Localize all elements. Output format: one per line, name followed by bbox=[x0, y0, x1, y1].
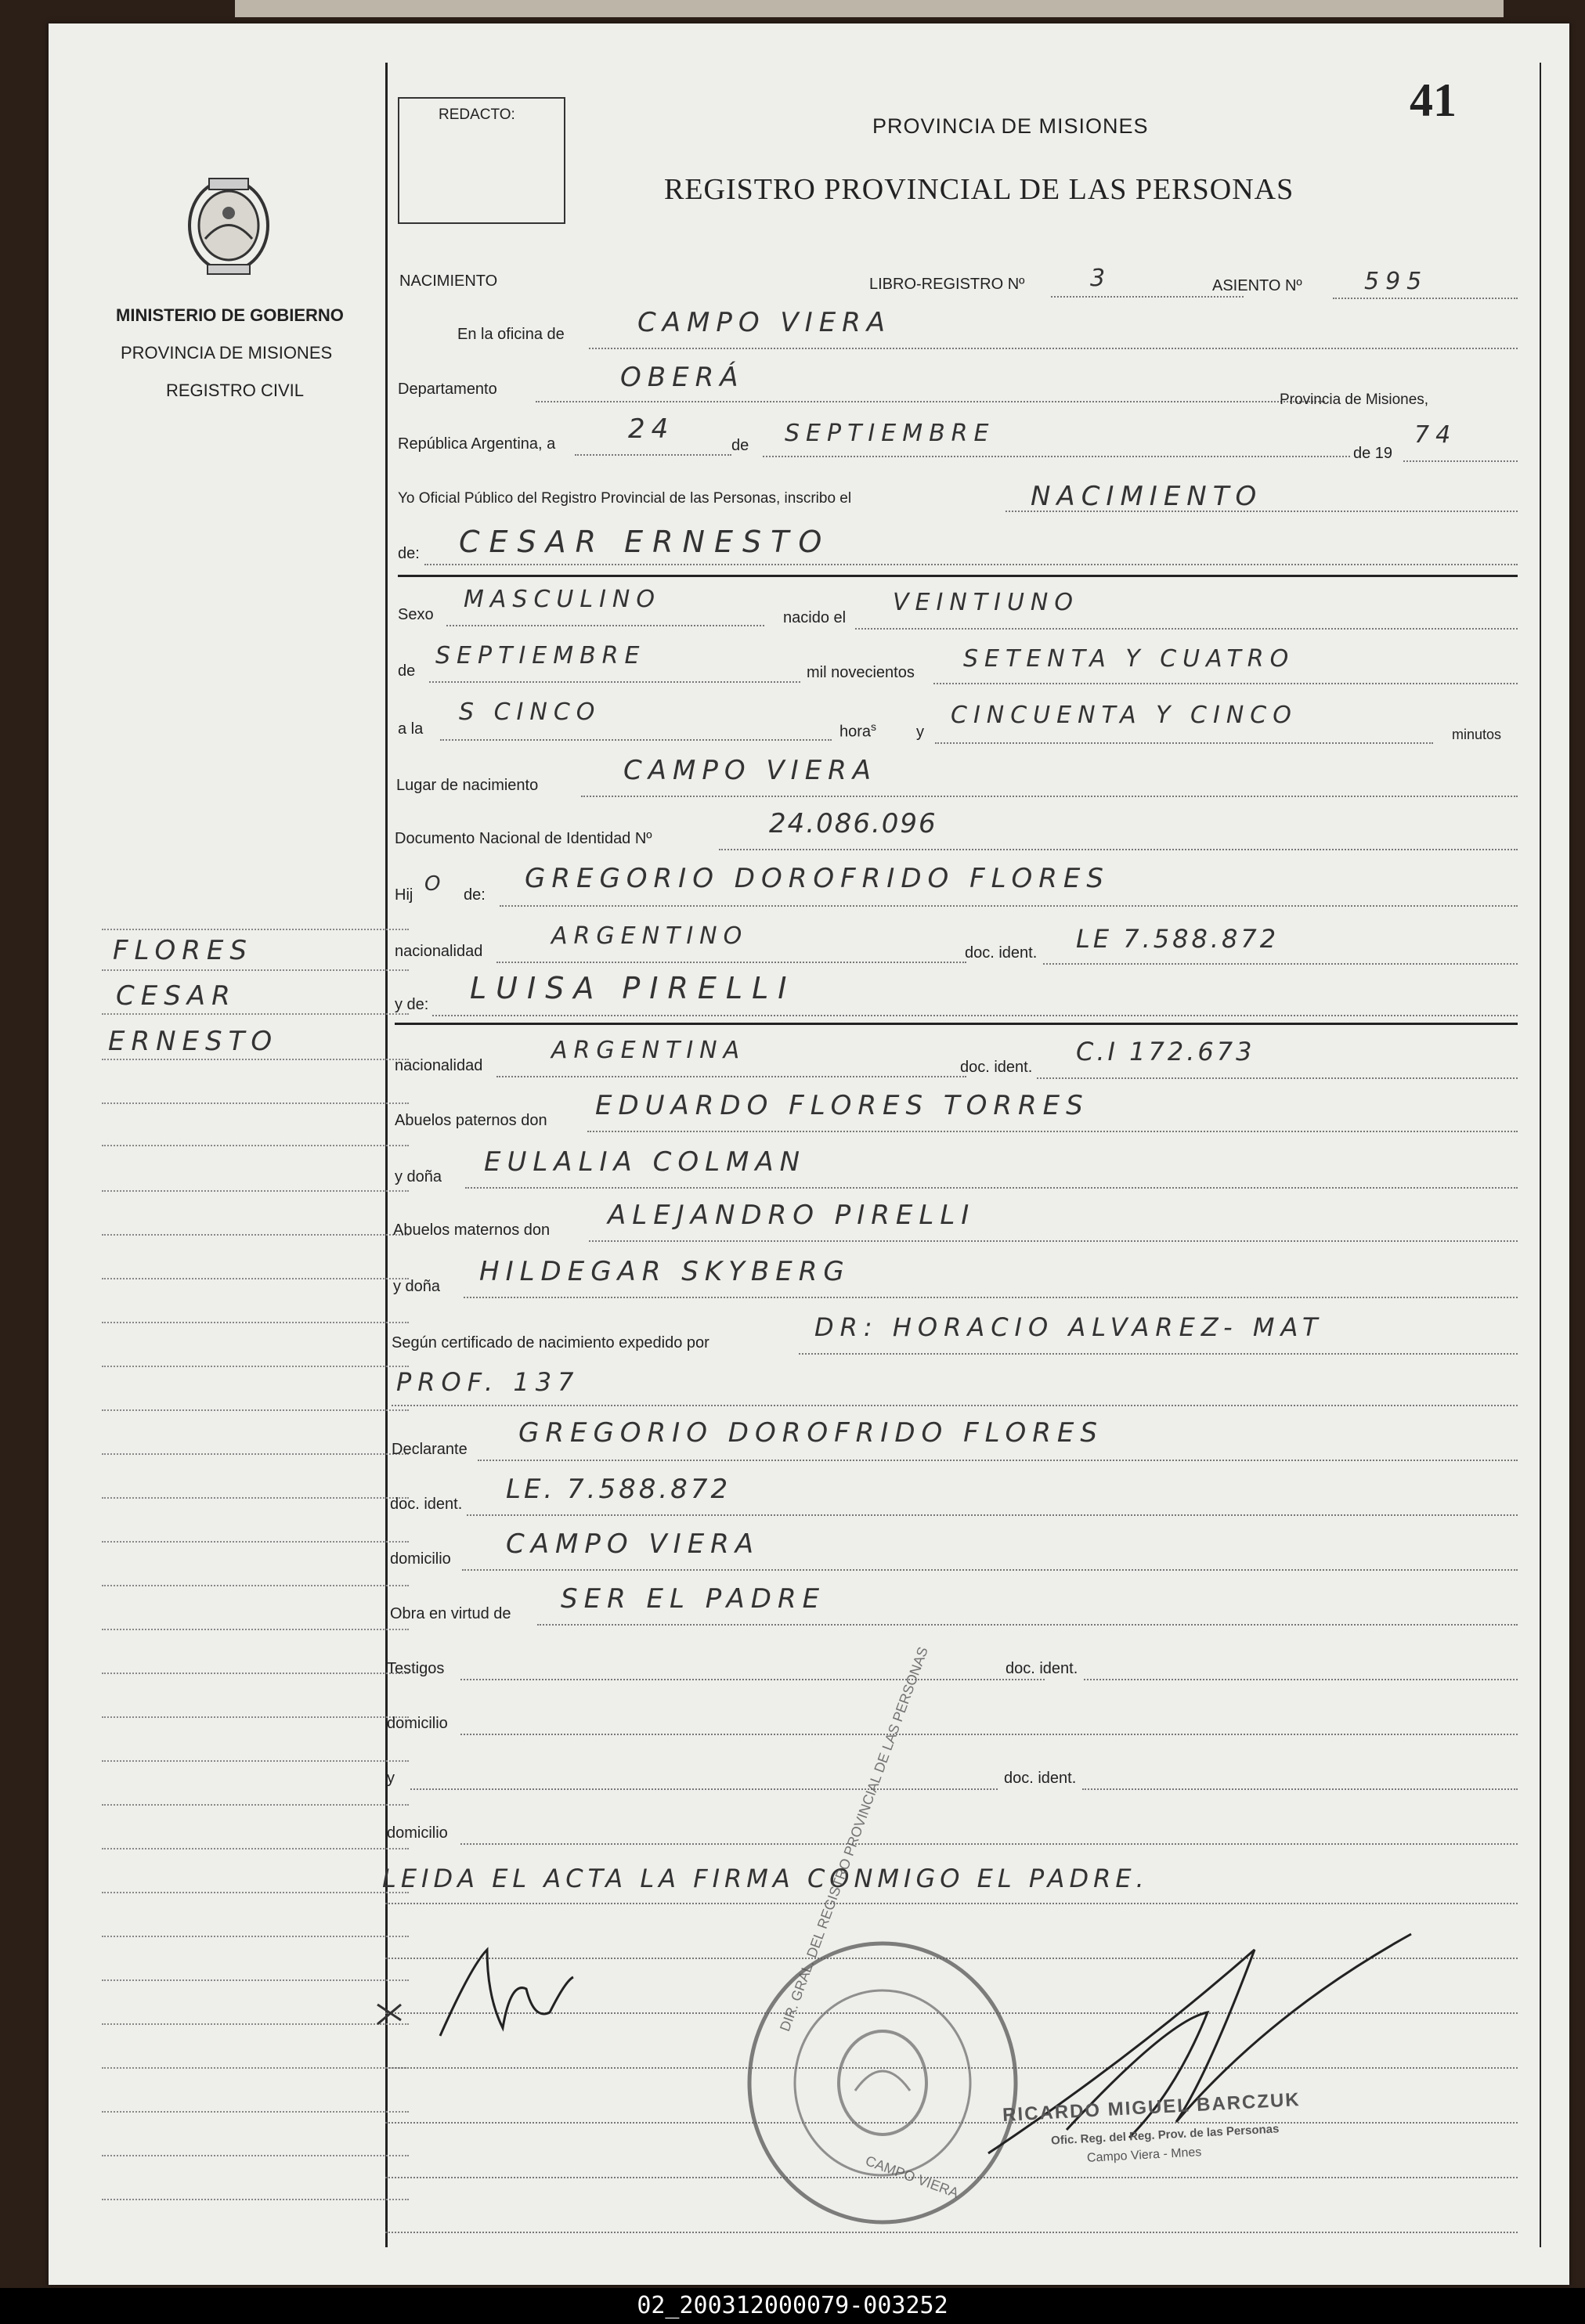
libro-value: 3 bbox=[1090, 265, 1112, 292]
anio-value: 74 bbox=[1414, 421, 1457, 449]
minutos-label: minutos bbox=[1452, 727, 1502, 742]
yde-label: y de: bbox=[395, 996, 429, 1013]
abuela-paterna-value: EULALIA COLMAN bbox=[484, 1146, 807, 1178]
republica-label: República Argentina, a bbox=[398, 435, 556, 453]
domicilio-value: CAMPO VIERA bbox=[506, 1528, 760, 1560]
testigo2-domicilio-label: domicilio bbox=[387, 1824, 448, 1842]
image-id-footer: 02_200312000079-003252 bbox=[0, 2288, 1585, 2324]
redacto-label: REDACTO: bbox=[439, 106, 515, 123]
hij-suffix-value: O bbox=[424, 872, 441, 896]
departamento-value: OBERÁ bbox=[620, 362, 745, 393]
mes-value: SEPTIEMBRE bbox=[785, 420, 995, 447]
de-label: de bbox=[731, 437, 749, 454]
horas-label: hora$^s$ bbox=[839, 720, 877, 741]
sexo-label: Sexo bbox=[398, 606, 434, 623]
official-name: RICARDO MIGUEL BARCZUK bbox=[1002, 2089, 1302, 2126]
testigo2-doc-label: doc. ident. bbox=[1004, 1770, 1077, 1787]
abuelos-paternos-label: Abuelos paternos don bbox=[395, 1112, 547, 1129]
sexo-value: MASCULINO bbox=[464, 586, 661, 613]
anio-texto-value: SETENTA Y CUATRO bbox=[963, 645, 1295, 673]
doc-ident-label: doc. ident. bbox=[965, 944, 1038, 962]
column-divider bbox=[385, 63, 388, 2247]
nombre-value: CESAR ERNESTO bbox=[459, 525, 832, 559]
testigo-domicilio-label: domicilio bbox=[387, 1715, 448, 1732]
padre-value: GREGORIO DOROFRIDO FLORES bbox=[525, 863, 1110, 894]
civil-registry-label: REGISTRO CIVIL bbox=[166, 381, 305, 400]
ministry-label: MINISTERIO DE GOBIERNO bbox=[116, 305, 344, 325]
margin-note-line: FLORES bbox=[113, 935, 253, 966]
decl-doc-label: doc. ident. bbox=[390, 1496, 463, 1513]
domicilio-label: domicilio bbox=[390, 1550, 451, 1568]
ydona-p-label: y doña bbox=[395, 1168, 442, 1185]
province-heading: PROVINCIA DE MISIONES bbox=[872, 114, 1149, 138]
asiento-label: ASIENTO Nº bbox=[1212, 277, 1302, 294]
book-edge bbox=[235, 0, 1504, 17]
leida-value: LEIDA EL ACTA LA FIRMA CONMIGO EL PADRE. bbox=[382, 1864, 1149, 1893]
de19-label: de 19 bbox=[1353, 445, 1393, 462]
margin-note-line: CESAR bbox=[116, 980, 236, 1012]
page-number: 41 bbox=[1410, 74, 1457, 126]
segun-label: Según certificado de nacimiento expedido por bbox=[392, 1334, 709, 1351]
margin-note-line: ERNESTO bbox=[108, 1026, 279, 1057]
declarante-doc-value: LE. 7.588.872 bbox=[506, 1474, 731, 1505]
padre-doc-value: LE 7.588.872 bbox=[1076, 924, 1280, 954]
declarante-value: GREGORIO DOROFRIDO FLORES bbox=[518, 1417, 1103, 1449]
lugar-value: CAMPO VIERA bbox=[623, 755, 878, 786]
register-page bbox=[49, 23, 1569, 2285]
registry-heading: REGISTRO PROVINCIAL DE LAS PERSONAS bbox=[664, 173, 1294, 206]
declarant-signature-icon bbox=[370, 1934, 620, 2052]
hij-label: Hij bbox=[395, 886, 413, 904]
de-name-label: de: bbox=[398, 545, 420, 562]
hora-value: S CINCO bbox=[459, 698, 601, 726]
abuelo-materno-value: ALEJANDRO PIRELLI bbox=[608, 1200, 976, 1231]
declarante-label: Declarante bbox=[392, 1441, 468, 1458]
nacimiento-label: NACIMIENTO bbox=[399, 272, 498, 290]
hij-de-label: de: bbox=[464, 886, 486, 904]
certificado-value: DR: HORACIO ALVAREZ- MAT bbox=[814, 1312, 1324, 1342]
documento-label: Documento Nacional de Identidad Nº bbox=[395, 830, 652, 847]
y2-label: y bbox=[387, 1770, 395, 1787]
mes-nacimiento-value: SEPTIEMBRE bbox=[435, 642, 646, 669]
nacido-label: nacido el bbox=[783, 609, 847, 626]
oficina-value: CAMPO VIERA bbox=[637, 307, 892, 338]
right-border bbox=[1540, 63, 1541, 2247]
departamento-label: Departamento bbox=[398, 381, 497, 398]
dia-value: 24 bbox=[628, 413, 675, 445]
oficina-label: En la oficina de bbox=[457, 326, 565, 343]
ydona-m-label: y doña bbox=[393, 1278, 441, 1295]
coat-of-arms-icon bbox=[178, 164, 280, 282]
provincia-misiones-label: Provincia de Misiones, bbox=[1280, 392, 1429, 408]
doc-ident-madre-label: doc. ident. bbox=[960, 1059, 1033, 1076]
madre-value: LUISA PIRELLI bbox=[470, 971, 796, 1005]
nacido-value: VEINTIUNO bbox=[893, 589, 1079, 616]
padre-nacionalidad-value: ARGENTINO bbox=[551, 922, 749, 950]
madre-doc-value: C.I 172.673 bbox=[1076, 1037, 1255, 1066]
nacionalidad-label: nacionalidad bbox=[395, 943, 483, 960]
libro-label: LIBRO-REGISTRO Nº bbox=[869, 276, 1025, 293]
y-label: y bbox=[916, 724, 924, 741]
abuela-materna-value: HILDEGAR SKYBERG bbox=[479, 1256, 850, 1287]
official-place: Campo Viera - Mnes bbox=[1086, 2145, 1202, 2165]
mil-label: mil novecientos bbox=[807, 664, 915, 681]
seal-text: DIR. GRAL. DEL REGISTRO PROVINCIAL DE LAS PERSONAS bbox=[777, 1644, 931, 2034]
yo-oficial-label: Yo Oficial Público del Registro Provincial de las Personas, inscribo el bbox=[398, 490, 852, 507]
de-month-label: de bbox=[398, 662, 416, 680]
seal-town: CAMPO VIERA bbox=[863, 2153, 961, 2201]
abuelo-paterno-value: EDUARDO FLORES TORRES bbox=[595, 1090, 1089, 1121]
certificado2-value: PROF. 137 bbox=[396, 1367, 580, 1397]
nacionalidad-madre-label: nacionalidad bbox=[395, 1057, 483, 1074]
ala-label: a la bbox=[398, 720, 424, 738]
asiento-value: 595 bbox=[1364, 268, 1428, 295]
inscribo-value: NACIMIENTO bbox=[1031, 481, 1263, 512]
redacto-box bbox=[398, 97, 565, 224]
abuelos-maternos-label: Abuelos maternos don bbox=[393, 1222, 551, 1239]
minutos-value: CINCUENTA Y CINCO bbox=[951, 702, 1298, 729]
obra-value: SER EL PADRE bbox=[561, 1583, 826, 1615]
dni-value: 24.086.096 bbox=[769, 808, 937, 839]
obra-label: Obra en virtud de bbox=[390, 1605, 511, 1622]
testigos-doc-label: doc. ident. bbox=[1006, 1660, 1078, 1677]
lugar-label: Lugar de nacimiento bbox=[396, 777, 539, 794]
testigos-label: Testigos bbox=[387, 1660, 445, 1677]
sidebar-province-label: PROVINCIA DE MISIONES bbox=[121, 343, 333, 363]
madre-nacionalidad-value: ARGENTINA bbox=[551, 1037, 746, 1064]
official-title: Ofic. Reg. del Reg. Prov. de las Personas bbox=[1050, 2122, 1280, 2148]
